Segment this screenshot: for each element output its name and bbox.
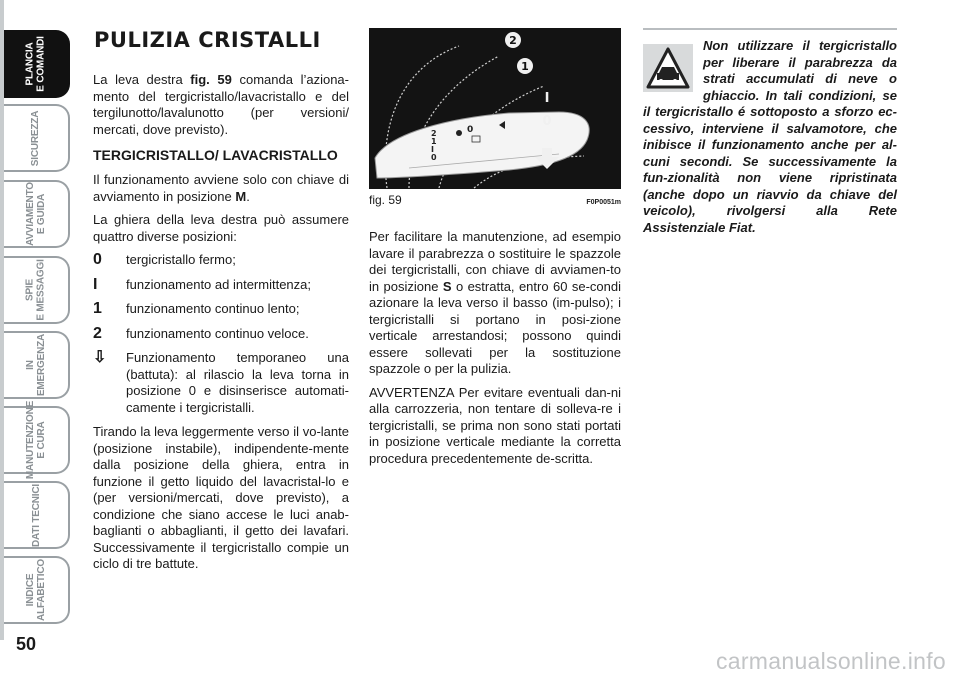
tab-label: IN EMERGENZA	[25, 333, 47, 397]
function-text: Il funzionamento avviene solo con chiave di avviamento in posizione	[93, 172, 349, 204]
key-position-m: M	[235, 188, 247, 204]
wiper-lever-illustration	[369, 28, 621, 189]
caution-icon	[643, 44, 693, 92]
position-key: I	[93, 275, 98, 293]
lever-zero-label: 0	[467, 125, 474, 135]
tab-label: MANUTENZIONE E CURA	[25, 400, 47, 480]
chapter-sidebar	[0, 0, 76, 640]
figure-label: fig. 59	[369, 193, 402, 207]
position-text: Funzionamento temporaneo una (battuta): al rilascio la leva torna in posizione 0 e disinserisce automati-camente i tergicristalli.	[126, 350, 349, 415]
tab-label: INDICE ALFABETICO	[24, 559, 47, 621]
left-column	[93, 28, 349, 580]
page-title: PULIZIA CRISTALLI	[94, 28, 321, 52]
section-subtitle: TERGICRISTALLO/ LAVACRISTALLO	[93, 147, 338, 163]
tab-dati-tecnici[interactable]	[4, 481, 70, 549]
middle-column	[369, 28, 621, 474]
pull-paragraph: Tirando la leva leggermente verso il vo-lante (posizione instabile), indipendente-mente dalla posizione della ghiera, entra in funzione il getto liquido del lavacristal-lo e (per versioni/mercati, dove previsto), a condizione che siano accese le luci anab-baglianti o abbaglianti, il getto dei lavafari. Successivamente il tergicristallo compie un ciclo di tre battute.	[93, 424, 349, 571]
key-position-s: S	[442, 278, 452, 294]
caution-rule	[643, 28, 897, 30]
maintenance-text: Per facilitare la manutenzione, ad esempio lavare il parabrezza o sostituire le spazzole dei tergicristalli, con chiave di avviamen-to in posizione	[369, 229, 621, 294]
position-item	[93, 350, 349, 416]
tab-manutenzione-e-cura[interactable]	[4, 400, 70, 480]
function-paragraph	[93, 172, 349, 205]
tab-label: SPIE E MESSAGGI	[24, 259, 47, 321]
page-number: 50	[16, 634, 37, 654]
right-column	[643, 28, 897, 236]
tab-indice-alfabetico[interactable]	[4, 556, 70, 624]
lever-tick: 2	[431, 129, 437, 138]
position-text: funzionamento continuo lento;	[126, 301, 300, 316]
intro-paragraph	[93, 72, 349, 138]
position-item	[93, 326, 349, 343]
maintenance-text-cont: o estratta, entro 60 se-condi azionare la leva verso il basso (im-pulso); i tergicristalli si portano in posi-zione verticale arrestandosi; possono quindi essere sollevati per la sostituzione spazzole o per la pulizia.	[369, 278, 621, 376]
wiper-lever-figure	[369, 28, 621, 189]
marker-2-label: 2	[509, 34, 517, 47]
warning-triangle-icon	[646, 47, 690, 89]
tab-label: PLANCIA E COMANDI	[24, 36, 47, 92]
lever-tick: I	[431, 145, 434, 154]
tab-spie-e-messaggi[interactable]	[4, 256, 70, 324]
lever-tick-labels	[431, 129, 437, 162]
marker-1-label: 1	[521, 60, 529, 73]
ring-paragraph: La ghiera della leva destra può assumere quattro diverse posizioni:	[93, 212, 349, 244]
position-key: 2	[93, 324, 102, 342]
maintenance-paragraph	[369, 229, 621, 378]
tab-avviamento-e-guida[interactable]	[4, 180, 70, 248]
intro-text-cont: comanda l’aziona-mento del tergicristallo/lavacristallo e del tergilunotto/lavalunotto (per versioni/ mercati, dove previsto).	[93, 72, 349, 137]
figure-caption	[369, 193, 621, 207]
position-0-label: 0	[542, 114, 552, 129]
watermark: carmanualsonline.info	[715, 648, 946, 674]
tab-in-emergenza[interactable]	[4, 331, 70, 399]
position-key: 0	[93, 251, 102, 268]
figure-code: F0P0051m	[586, 199, 621, 206]
position-key: ⇩	[93, 349, 107, 366]
caution-text: Non utilizzare il tergicristallo per liberare il parabrezza da strati accumulati di neve o ghiaccio. In tali condizioni, se il tergicristallo é sottoposto a sforzo ec-cessivo, interviene il salvamotore, che inibisce il funzionamento anche per al-cuni secondi. Se successivamente la fun-zionalità non viene ripristinata (anche dopo un riavvio da chiave del veicolo), rivolgersi alla Rete Assistenziale Fiat.	[643, 38, 897, 235]
tab-sicurezza[interactable]	[4, 104, 70, 172]
function-text-end: .	[246, 188, 250, 204]
tab-plancia-e-comandi[interactable]	[4, 30, 70, 98]
tab-label: AVVIAMENTO E GUIDA	[25, 182, 47, 246]
intro-text: La leva destra	[93, 72, 191, 87]
lever-tick: 1	[431, 137, 437, 146]
position-item	[93, 301, 349, 318]
position-text: funzionamento ad intermittenza;	[126, 276, 311, 292]
tab-label: DATI TECNICI	[30, 483, 42, 547]
lever-tick: 0	[431, 153, 437, 162]
tab-label: SICUREZZA	[30, 110, 42, 166]
figure-reference: fig. 59	[190, 72, 232, 87]
position-key: 1	[93, 300, 102, 317]
position-item	[93, 277, 349, 294]
position-item	[93, 252, 349, 269]
position-i-label: I	[544, 91, 550, 106]
lever-dot	[456, 130, 462, 136]
warning-paragraph: AVVERTENZA Per evitare eventuali dan-ni alla carrozzeria, non tentare di solleva-re i tergicristalli, se prima non sono stati portati in posizione verticale mediante la corretta procedura precedentemente de-scritta.	[369, 384, 621, 466]
position-text: funzionamento continuo veloce.	[126, 325, 309, 341]
position-text: tergicristallo fermo;	[126, 252, 236, 267]
